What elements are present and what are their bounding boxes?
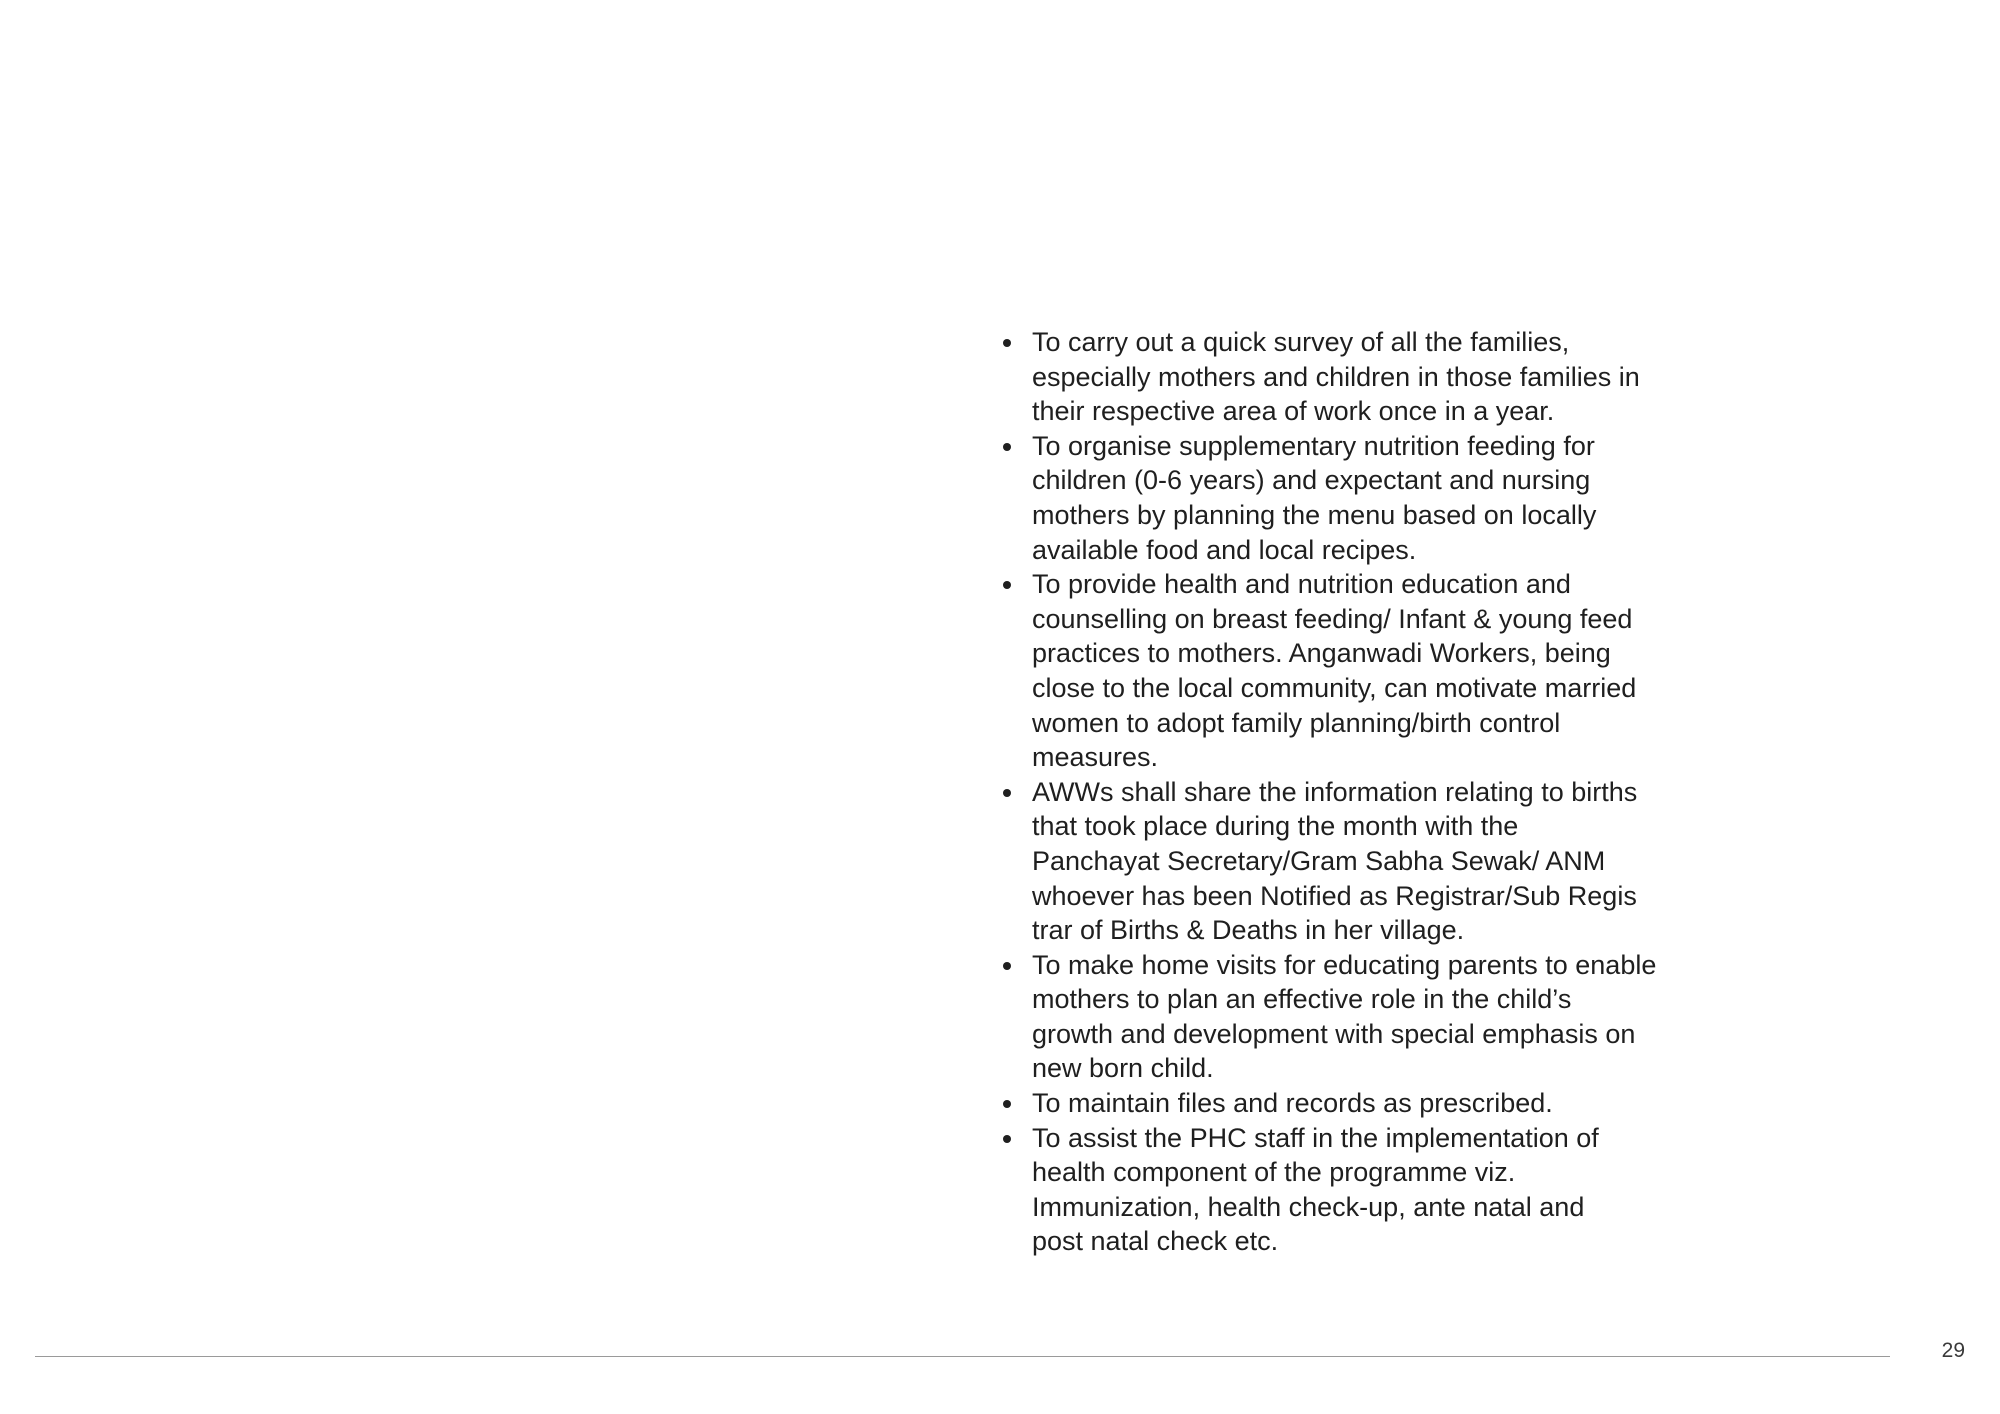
list-item — [1000, 1086, 1680, 1121]
list-item — [1000, 948, 1680, 1086]
list-item-text: To provide health and nutrition education and counselling on breast feeding/ Infant & young feed practices to mothers. Anganwadi Workers, being close to the local community, can motivate married women to adopt family planning/birth control measures. — [1032, 569, 1637, 773]
main-content — [1000, 325, 1680, 1259]
list-item — [1000, 775, 1680, 948]
bullet-icon — [1003, 1100, 1011, 1108]
list-item — [1000, 325, 1680, 429]
list-item-text: To make home visits for educating parents to enable mothers to plan an effective role in the child’s growth and development with special emphasis on new born child. — [1032, 949, 1657, 1084]
list-item-text: To carry out a quick survey of all the families, especially mothers and children in those families in their respective area of work once in a year. — [1032, 327, 1640, 427]
bullet-icon — [1003, 1135, 1011, 1143]
bullet-icon — [1003, 443, 1011, 451]
footer-divider — [35, 1356, 1890, 1357]
bullet-icon — [1003, 962, 1011, 970]
bullet-icon — [1003, 789, 1011, 797]
page-number: 29 — [1941, 1339, 1965, 1362]
list-item-text: To organise supplementary nutrition feeding for children (0-6 years) and expectant and nursing mothers by planning the menu based on locally available food and local recipes. — [1032, 430, 1597, 565]
list-item-text: To assist the PHC staff in the implementation of health component of the programme viz. Immunization, health check-up, ante natal and post natal check etc. — [1032, 1122, 1599, 1257]
list-item-text: AWWs shall share the information relating to births that took place during the month with the Panchayat Secretary/Gram Sabha Sewak/ ANM whoever has been Notified as Registrar/Sub Regis trar of Births & Deaths in her village. — [1032, 776, 1638, 946]
bullet-icon — [1003, 339, 1011, 347]
duties-list — [1000, 325, 1680, 1259]
list-item — [1000, 429, 1680, 567]
list-item-text: To maintain files and records as prescribed. — [1032, 1088, 1553, 1119]
list-item — [1000, 1121, 1680, 1259]
list-item — [1000, 567, 1680, 775]
bullet-icon — [1003, 581, 1011, 589]
